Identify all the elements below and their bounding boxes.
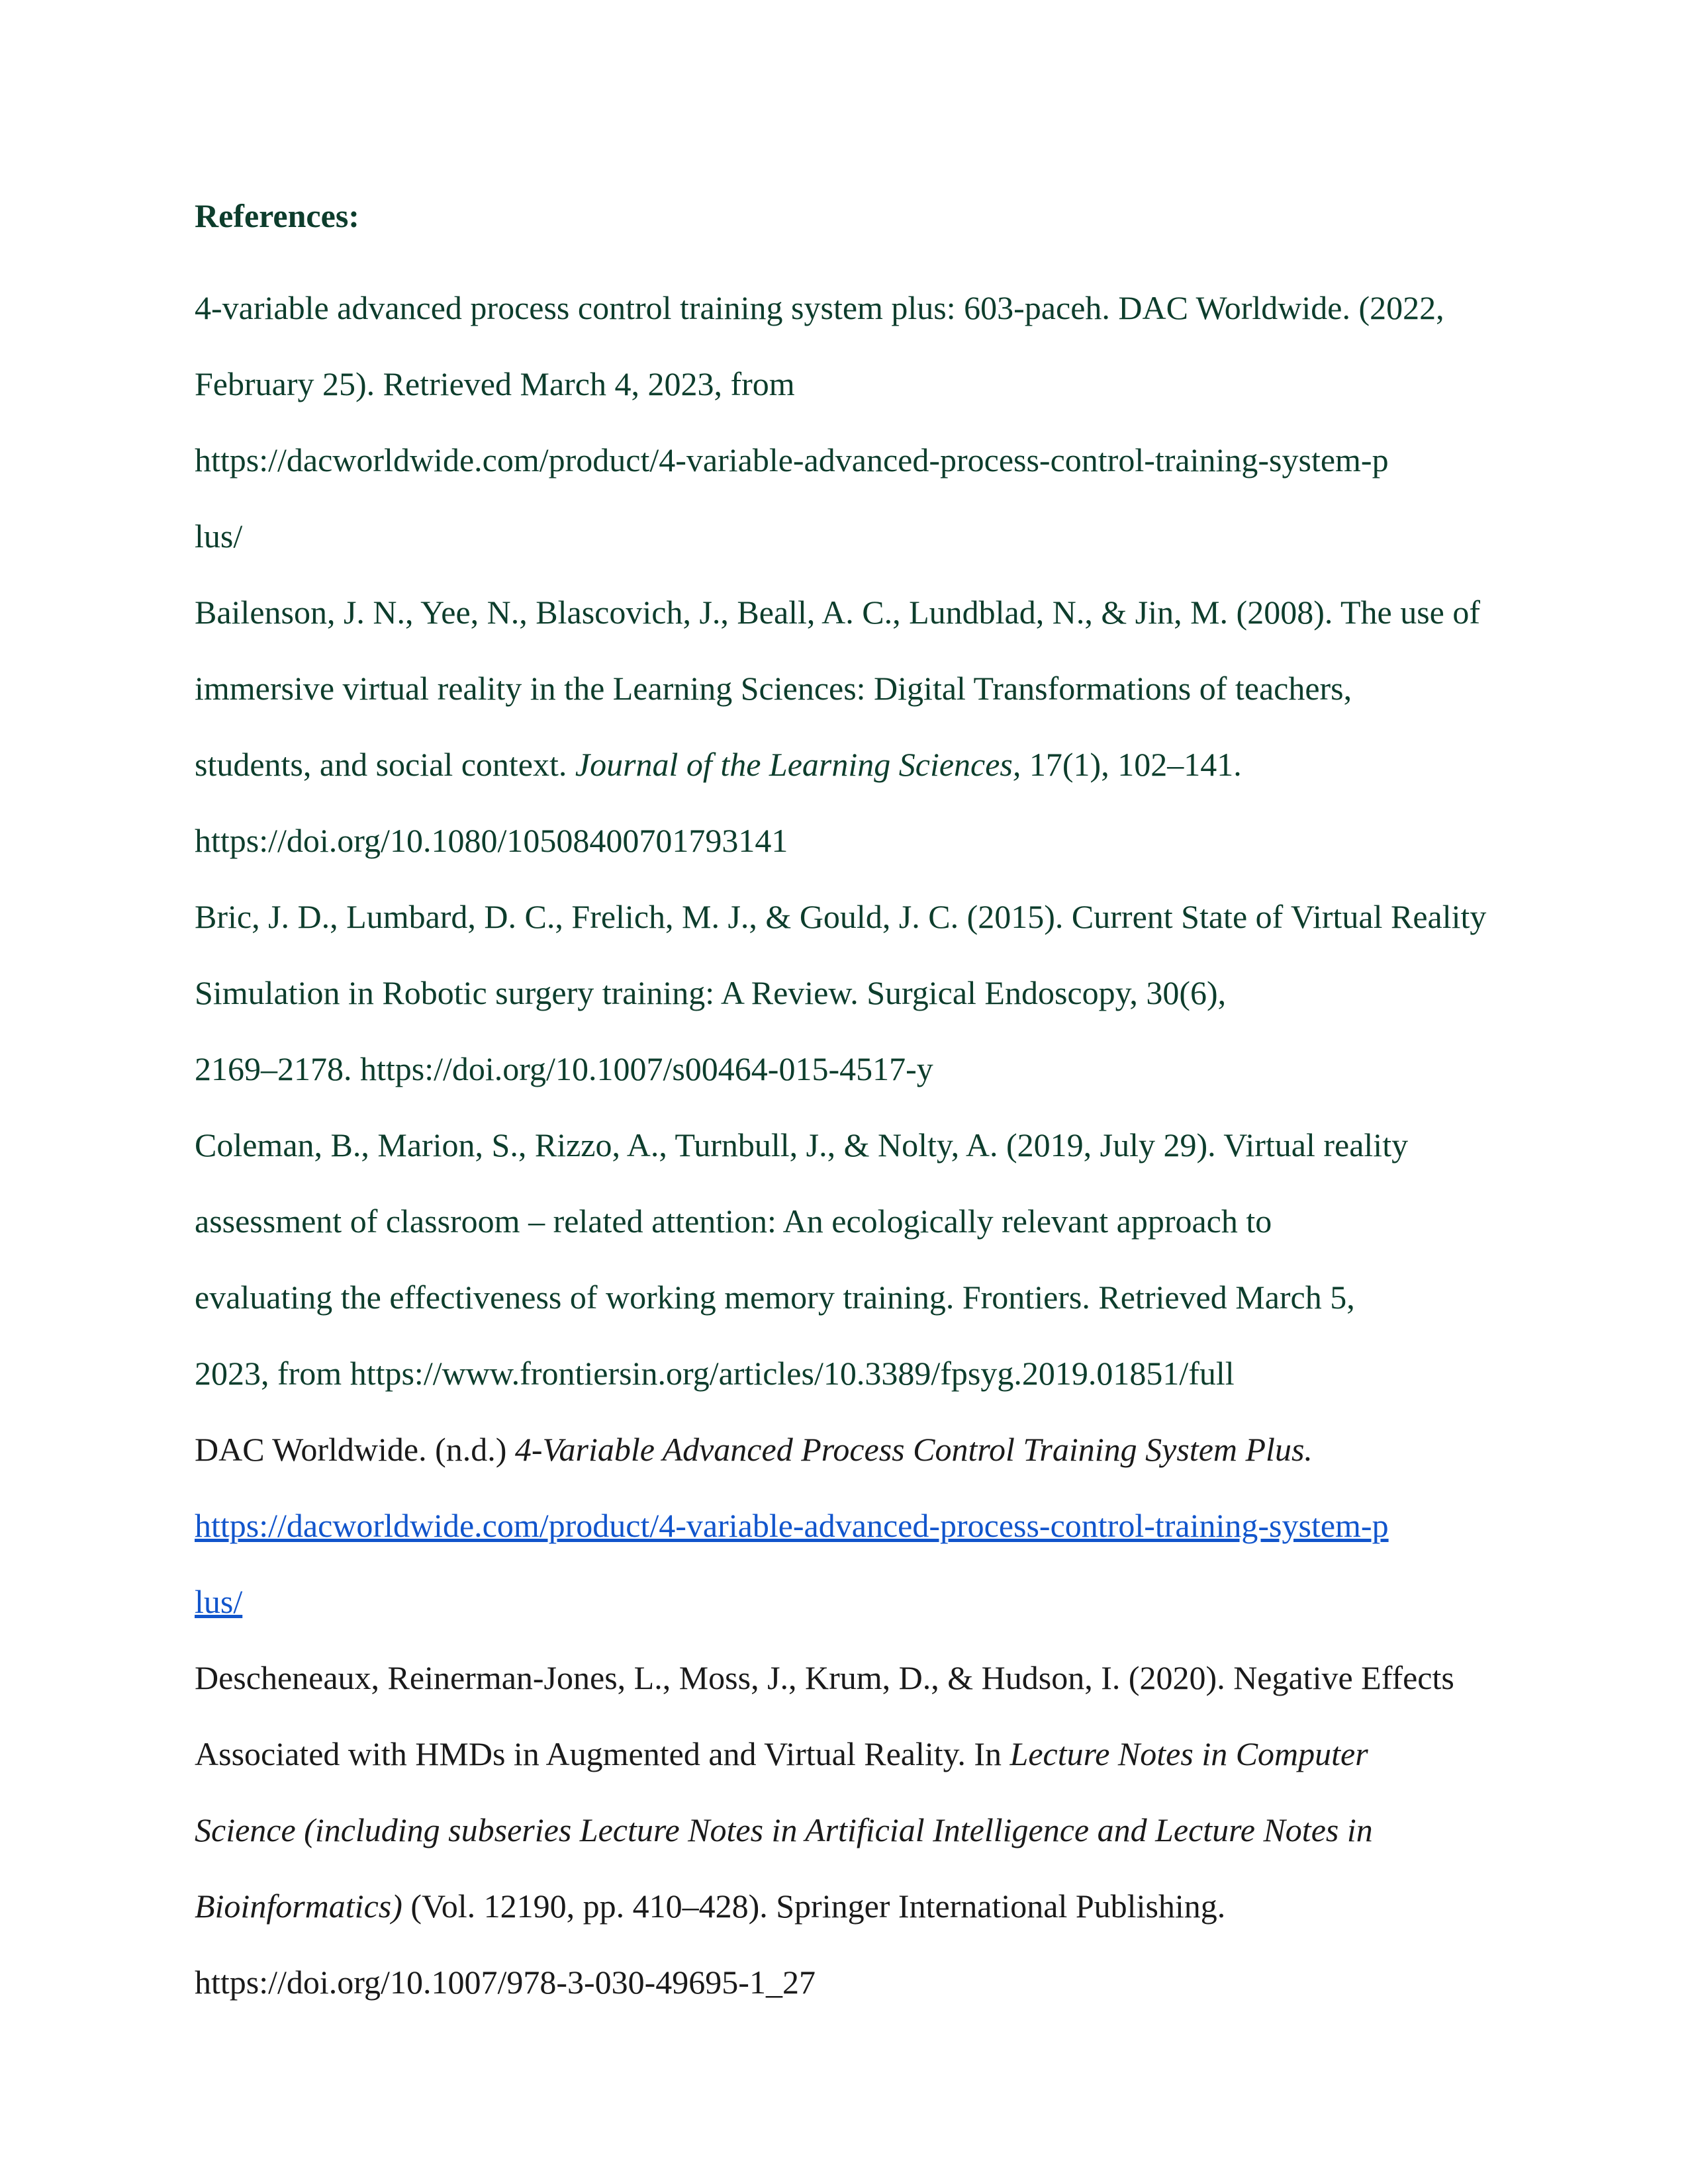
reference-entry-dac-nd	[195, 1412, 1492, 1640]
reference-line	[195, 1412, 1492, 1488]
reference-text: DAC Worldwide. (n.d.)	[195, 1431, 515, 1468]
reference-text: (Vol. 12190, pp. 410–428). Springer International Publishing.	[402, 1888, 1226, 1925]
reference-line: Descheneaux, Reinerman-Jones, L., Moss, J., Krum, D., & Hudson, I. (2020). Negative Effects	[195, 1659, 1454, 1696]
reference-entry-bailenson-2008	[195, 574, 1492, 879]
reference-text: Associated with HMDs in Augmented and Virtual Reality. In	[195, 1735, 1010, 1772]
reference-line: Simulation in Robotic surgery training: A Review. Surgical Endoscopy, 30(6),	[195, 974, 1227, 1011]
reference-entry-descheneaux-2020	[195, 1640, 1492, 2021]
reference-line: 4-variable advanced process control training system plus: 603-paceh. DAC Worldwide. (2022,	[195, 289, 1444, 326]
reference-line: https://doi.org/10.1007/978-3-030-49695-1_27	[195, 1964, 816, 2001]
reference-text: 17(1), 102–141.	[1021, 746, 1242, 783]
reference-line: assessment of classroom – related attention: An ecologically relevant approach to	[195, 1203, 1272, 1240]
reference-line: immersive virtual reality in the Learning Sciences: Digital Transformations of teachers,	[195, 670, 1352, 707]
reference-line: lus/	[195, 518, 243, 555]
reference-line: February 25). Retrieved March 4, 2023, from	[195, 365, 795, 402]
reference-line: Coleman, B., Marion, S., Rizzo, A., Turnbull, J., & Nolty, A. (2019, July 29). Virtual reality	[195, 1126, 1409, 1163]
product-link-continued[interactable]: lus/	[195, 1583, 243, 1620]
reference-line: 2169–2178. https://doi.org/10.1007/s00464-015-4517-y	[195, 1050, 933, 1087]
reference-line: https://dacworldwide.com/product/4-variable-advanced-process-control-training-system-p	[195, 441, 1389, 478]
reference-line	[195, 1716, 1492, 1792]
product-title: 4-Variable Advanced Process Control Training System Plus.	[514, 1431, 1313, 1468]
reference-entry-dac-2022	[195, 270, 1492, 574]
reference-line	[195, 727, 1492, 803]
journal-title: Journal of the Learning Sciences,	[575, 746, 1021, 783]
reference-line	[195, 1868, 1492, 1944]
reference-line	[195, 1792, 1492, 1868]
series-title: Lecture Notes in Computer	[1009, 1735, 1368, 1772]
reference-line: Bric, J. D., Lumbard, D. C., Frelich, M. J., & Gould, J. C. (2015). Current State of Virtual Reality	[195, 898, 1487, 935]
reference-entry-coleman-2019	[195, 1107, 1492, 1412]
reference-line: Bailenson, J. N., Yee, N., Blascovich, J., Beall, A. C., Lundblad, N., & Jin, M. (2008). The use of	[195, 594, 1480, 631]
reference-entry-bric-2015	[195, 879, 1492, 1107]
series-title: Science (including subseries Lecture Notes in Artificial Intelligence and Lecture Notes in	[195, 1811, 1373, 1848]
reference-line: 2023, from https://www.frontiersin.org/articles/10.3389/fpsyg.2019.01851/full	[195, 1355, 1235, 1392]
series-title: Bioinformatics)	[195, 1888, 402, 1925]
reference-line: evaluating the effectiveness of working memory training. Frontiers. Retrieved March 5,	[195, 1279, 1355, 1316]
references-heading: References:	[195, 197, 359, 234]
reference-list	[195, 270, 1492, 2021]
reference-text: students, and social context.	[195, 746, 575, 783]
product-link[interactable]: https://dacworldwide.com/product/4-variable-advanced-process-control-training-system-p	[195, 1507, 1389, 1544]
reference-line: https://doi.org/10.1080/10508400701793141	[195, 822, 788, 859]
